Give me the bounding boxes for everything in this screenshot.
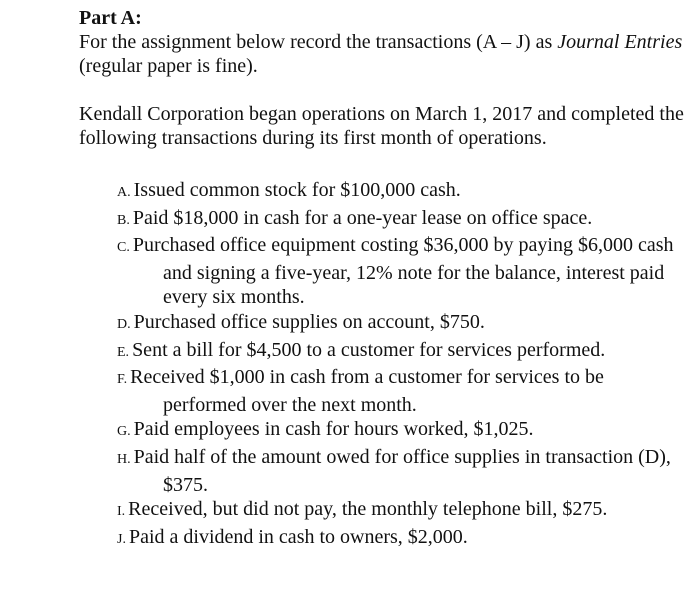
transaction-text: Received $1,000 in cash from a customer for services to be performed over the next month. [130,366,604,416]
transaction-text: Issued common stock for $100,000 cash. [133,179,461,201]
transaction-letter: D. [117,316,131,332]
document-page [79,6,689,552]
transaction-text: Paid half of the amount owed for office supplies in transaction (D), $375. [133,445,671,496]
transaction-text: Purchased office equipment costing $36,000 by paying $6,000 cash and signing a five-year, 12% note for the balance, interest paid every six months. [132,234,674,309]
instruction-text-start: For the assignment below record the transactions (A – J) as [79,31,558,53]
assignment-instruction [79,30,689,78]
transaction-item-i [117,497,689,525]
transaction-letter: A. [117,185,131,200]
transaction-text: Received, but did not pay, the monthly telephone bill, $275. [128,498,608,521]
transaction-letter: B. [117,212,130,228]
transaction-list [79,178,689,552]
transaction-text: Paid a dividend in cash to owners, $2,000. [128,525,468,548]
transaction-text: Sent a bill for $4,500 to a customer for services performed. [132,338,606,361]
transaction-letter: H. [117,451,131,467]
transaction-text: Paid $18,000 in cash for a one-year lease on office space. [132,206,593,229]
transaction-item-e [117,338,689,366]
instruction-text-end: (regular paper is fine). [79,55,258,77]
transaction-item-j [117,525,689,553]
instruction-emphasis: Journal Entries [557,31,683,53]
transaction-item-d [117,310,689,338]
transaction-letter: G. [117,424,131,440]
transaction-item-h [117,445,689,497]
transaction-letter: I. [117,504,126,520]
transaction-text: Paid employees in cash for hours worked, $1,025. [133,418,534,441]
section-heading: Part A: [79,7,142,29]
transaction-letter: E. [117,344,130,360]
transaction-item-c [117,233,689,310]
transaction-item-a [117,178,689,206]
transaction-item-f [117,365,689,417]
transaction-item-g [117,417,689,445]
transaction-letter: F. [117,372,128,388]
transaction-text: Purchased office supplies on account, $750. [133,310,485,333]
company-description: Kendall Corporation began operations on March 1, 2017 and completed the following transactions during its first month of operations. [79,103,684,149]
transaction-letter: J. [117,531,126,547]
transaction-item-b [117,206,689,234]
transaction-letter: C. [117,240,130,256]
